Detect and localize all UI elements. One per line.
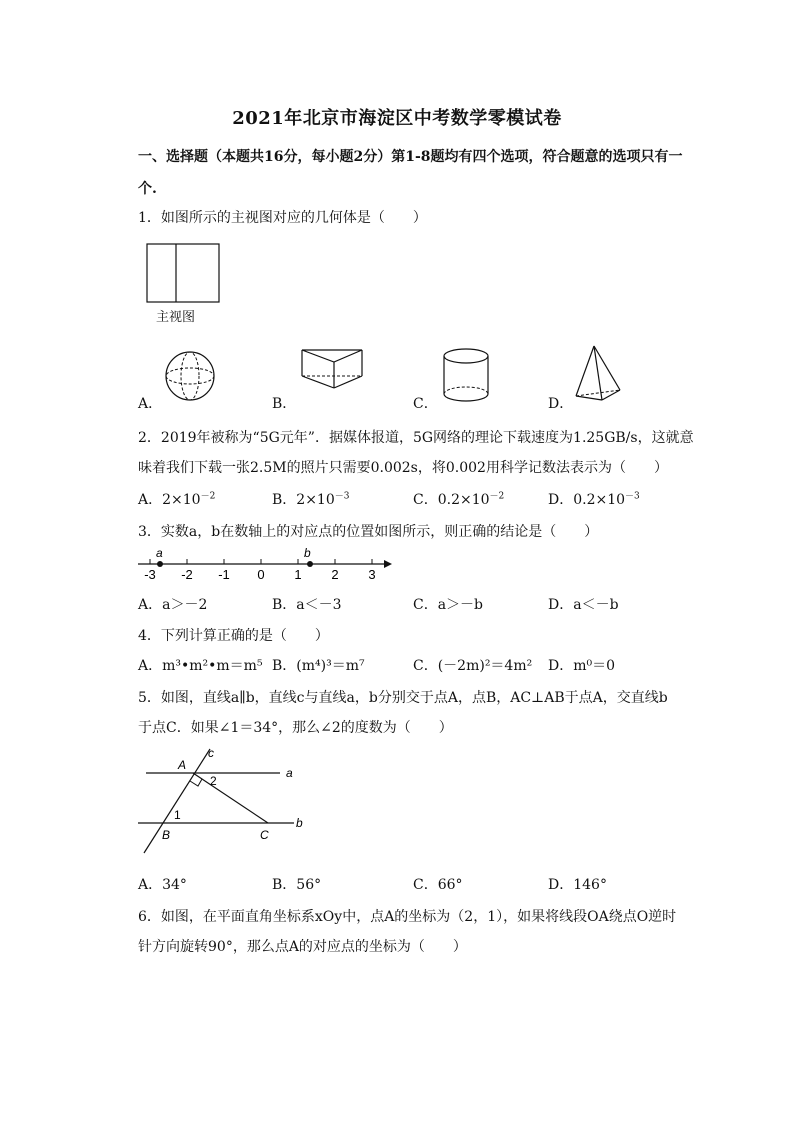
q2-option-a-base: A．2×10	[138, 492, 201, 508]
q2-option-a-exponent: －2	[200, 491, 216, 502]
section-header-line2: 个.	[138, 181, 157, 197]
number-line-tick-label: -3	[144, 567, 156, 582]
number-line-tick-label: 1	[294, 567, 302, 582]
point-b-label: b	[304, 546, 311, 560]
q5-option-a[interactable]: A．34°	[138, 877, 187, 893]
number-line-tick-label: -2	[181, 567, 193, 582]
q1-option-b[interactable]: B．	[272, 396, 297, 412]
point-a-dot	[157, 561, 163, 567]
q2-option-c-base: C．0.2×10	[413, 492, 490, 508]
q4-option-a[interactable]: A．m³•m²•m＝m⁵	[138, 658, 263, 674]
label-angle1: 1	[174, 808, 181, 822]
q3-option-b[interactable]: B．a＜－3	[272, 597, 342, 613]
right-angle-mark	[190, 779, 202, 786]
triangular-prism-figure	[300, 348, 364, 392]
page-title: 2021年北京市海淀区中考数学零模试卷	[232, 108, 562, 129]
q4-text: 4．下列计算正确的是（ ）	[138, 628, 329, 644]
label-C: C	[260, 828, 269, 842]
q6-text-line1: 6．如图，在平面直角坐标系xOy中，点A的坐标为（2，1），如果将线段OA绕点O逆时	[138, 909, 677, 925]
q3-option-a[interactable]: A．a＞－2	[138, 597, 208, 613]
q5-text-line2: 于点C．如果∠1＝34°，那么∠2的度数为（ ）	[138, 720, 453, 736]
number-line-tick-label: 2	[331, 567, 339, 582]
front-view-rect	[147, 244, 219, 302]
q5-option-b[interactable]: B．56°	[272, 877, 322, 893]
q2-option-d-exponent: －3	[625, 491, 640, 502]
q2-option-d-base: D．0.2×10	[548, 492, 626, 508]
sphere-figure	[164, 350, 220, 404]
q2-option-b[interactable]	[272, 489, 349, 509]
q2-option-a[interactable]	[138, 489, 215, 509]
point-b-dot	[307, 561, 313, 567]
q1-figure-label: 主视图	[156, 309, 196, 324]
q2-option-d[interactable]	[548, 489, 640, 509]
line-c	[144, 749, 210, 853]
q2-option-c[interactable]	[413, 489, 504, 509]
q1-option-c[interactable]: C．	[413, 396, 438, 412]
cylinder-figure	[442, 348, 492, 406]
q5-option-d[interactable]: D．146°	[548, 877, 607, 893]
q3-text: 3．实数a，b在数轴上的对应点的位置如图所示，则正确的结论是（ ）	[138, 524, 599, 540]
label-A: A	[178, 758, 187, 772]
q2-text-line1: 2．2019年被称为“5G元年”．据媒体报道，5G网络的理论下载速度为1.25GB/s，这就意	[138, 430, 694, 446]
q4-option-c[interactable]: C．(－2m)²＝4m²	[413, 658, 533, 674]
q3-option-c[interactable]: C．a＞－b	[413, 597, 484, 613]
label-B: B	[162, 828, 171, 842]
q5-parallel-lines-figure	[136, 745, 316, 857]
q2-text-line2: 味着我们下载一张2.5M的照片只需要0.002s，将0.002用科学记数法表示为（ ）	[138, 460, 668, 476]
q3-number-line	[136, 548, 396, 582]
section-header-line1: 一、选择题（本题共16分，每小题2分）第1-8题均有四个选项，符合题意的选项只有一	[138, 149, 683, 165]
q1-front-view-figure	[146, 243, 222, 305]
point-a-label: a	[156, 546, 163, 560]
pyramid-figure	[572, 344, 624, 402]
q4-option-d[interactable]: D．m⁰＝0	[548, 658, 616, 674]
q2-option-b-base: B．2×10	[272, 492, 335, 508]
q6-text-line2: 针方向旋转90°，那么点A的对应点的坐标为（ ）	[138, 939, 467, 955]
number-line-tick-label: -1	[218, 567, 230, 582]
q3-option-d[interactable]: D．a＜－b	[548, 597, 619, 613]
number-line-tick-label: 3	[368, 567, 376, 582]
q1-text: 1．如图所示的主视图对应的几何体是（ ）	[138, 210, 427, 226]
label-angle2: 2	[210, 774, 217, 788]
label-line-c: c	[208, 746, 214, 760]
number-line-tick-label: 0	[257, 567, 265, 582]
q2-option-c-exponent: －2	[489, 491, 505, 502]
q2-option-b-exponent: －3	[334, 491, 350, 502]
label-line-b: b	[296, 816, 303, 830]
q5-option-c[interactable]: C．66°	[413, 877, 463, 893]
q5-text-line1: 5．如图，直线a∥b，直线c与直线a，b分别交于点A，点B，AC⊥AB于点A，交直线b	[138, 690, 668, 706]
label-line-a: a	[286, 766, 293, 780]
segment-ac	[193, 773, 268, 823]
q1-option-a[interactable]: A．	[138, 396, 163, 412]
number-line-arrow	[384, 560, 392, 568]
q4-option-b[interactable]: B．(m⁴)³＝m⁷	[272, 658, 365, 674]
q1-option-d[interactable]: D．	[548, 396, 574, 412]
